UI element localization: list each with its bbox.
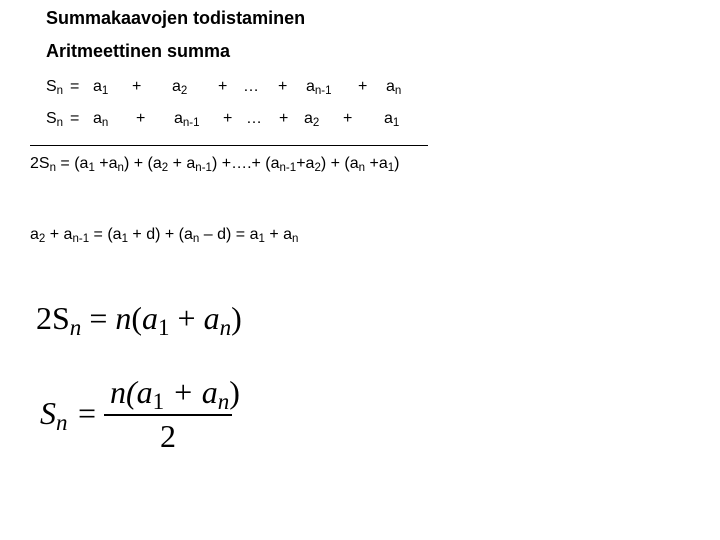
sum-forward-row — [46, 78, 446, 100]
sum-equals: = — [70, 110, 80, 127]
plus-sign: + — [132, 78, 142, 95]
term: $a_{n-1}$ — [306, 78, 332, 97]
sum-equals: = — [70, 78, 80, 95]
term: $a_2$ — [172, 78, 188, 97]
page-title: Summakaavojen todistaminen — [46, 8, 306, 28]
plus-sign: + — [343, 110, 353, 127]
term: $a_1$ — [93, 78, 109, 97]
term: $a_1$ — [384, 110, 400, 129]
plus-sign: + — [278, 78, 288, 95]
sum-reverse-row — [46, 110, 446, 132]
fraction-denominator: 2 — [160, 418, 176, 454]
fraction-numerator: $n(a_1 + a_n)$ — [110, 374, 240, 414]
double-sum-equation: $2S_n = (a_1 +a_n) + (a_2 + a_{n-1})$ +….+ $(a_{n-1}+a_2) + (a_n +a_1)$ — [30, 155, 400, 174]
ellipsis: … — [243, 78, 259, 95]
plus-sign: + — [358, 78, 368, 95]
formula-sum-fraction — [104, 374, 240, 454]
ellipsis: … — [246, 110, 262, 127]
plus-sign: + — [279, 110, 289, 127]
term: $a_{n-1}$ — [174, 110, 200, 129]
formula-sum-equals: = — [78, 395, 97, 431]
sum-lhs: $S_n$ — [46, 110, 64, 129]
sum-divider — [30, 145, 428, 146]
term: $a_n$ — [386, 78, 402, 97]
pair-equation: $a_2 + a_{n-1} = (a_1 + d) + (a_n - d) = a_1 + a_n$ — [30, 226, 299, 245]
term: $a_n$ — [93, 110, 109, 129]
formula-double-sum: $2S_n = n(a_1 + a_n)$ — [36, 300, 242, 340]
fraction-bar — [104, 414, 232, 416]
plus-sign: + — [218, 78, 228, 95]
plus-sign: + — [223, 110, 233, 127]
section-subtitle: Aritmeettinen summa — [46, 41, 231, 61]
formula-sum-lhs: $S_n$ — [40, 395, 68, 435]
term: $a_2$ — [304, 110, 320, 129]
plus-sign: + — [136, 110, 146, 127]
sum-lhs: $S_n$ — [46, 78, 64, 97]
